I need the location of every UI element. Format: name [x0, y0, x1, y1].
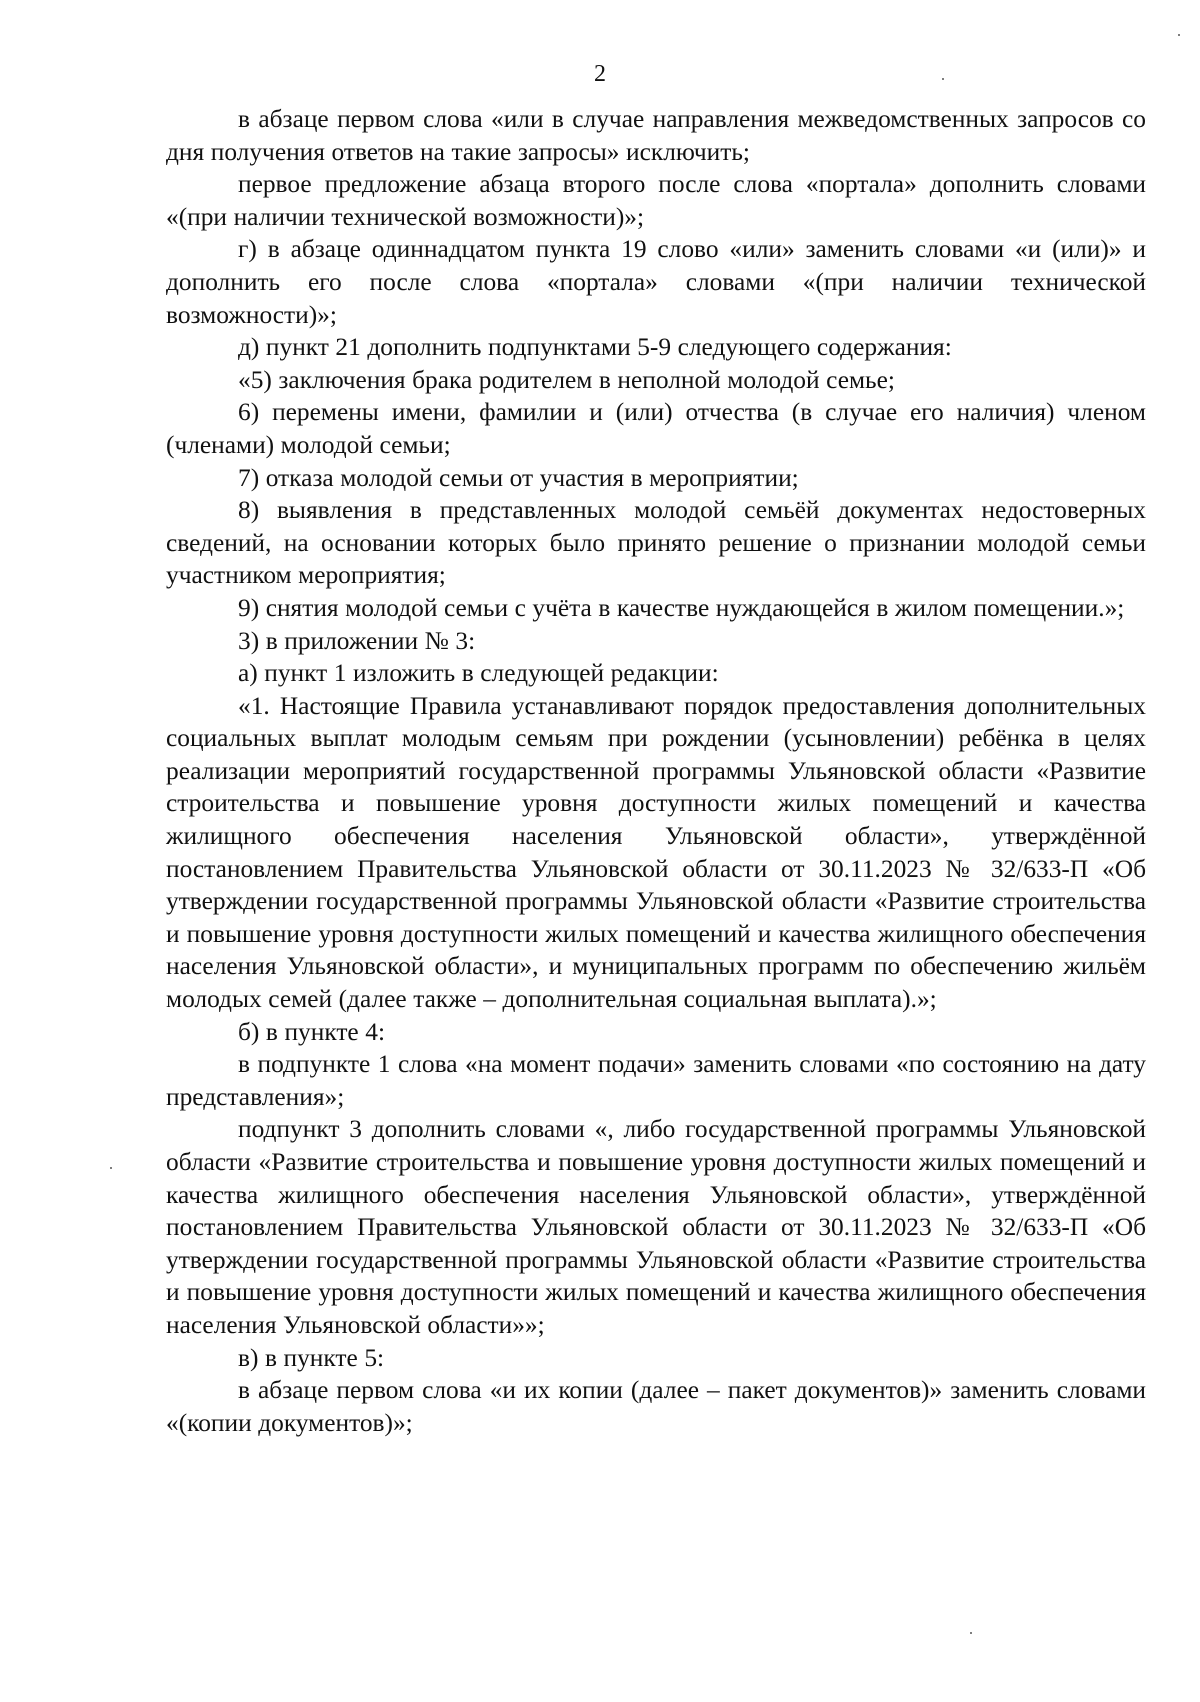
scan-speck	[110, 1167, 112, 1169]
paragraph: г) в абзаце одиннадцатом пункта 19 слово «или» заменить словами «и (или)» и дополнить его после слова «портала» словами «(при наличии технической возможности)»;	[166, 235, 1146, 329]
paragraph: в) в пункте 5:	[238, 1343, 385, 1372]
paragraph: 6) перемены имени, фамилии и (или) отчества (в случае его наличия) членом (членами) молодой семьи;	[166, 398, 1146, 459]
scan-speck	[1178, 34, 1180, 36]
paragraph: в подпункте 1 слова «на момент подачи» заменить словами «по состоянию на дату представления»;	[166, 1050, 1146, 1111]
paragraph: 7) отказа молодой семьи от участия в мероприятии;	[238, 463, 799, 492]
paragraph: б) в пункте 4:	[238, 1017, 385, 1046]
scan-speck	[970, 1632, 972, 1634]
page-number: 2	[594, 61, 606, 87]
paragraph: подпункт 3 дополнить словами «, либо государственной программы Ульяновской области «Развитие строительства и повышение уровня доступности жилых помещений и качества жилищного обеспечения населения Ульяновской области», утверждённой постановлением Правительства Ульяновской области от 30.11.2023 № 32/633-П «Об утверждении государственной программы Ульяновской области «Развитие строительства и повышение уровня доступности жилых помещений и качества жилищного обеспечения населения Ульяновской области»»;	[166, 1115, 1146, 1339]
scan-speck	[942, 78, 944, 80]
paragraph: в абзаце первом слова «или в случае направления межведомственных запросов со дня получения ответов на такие запросы» исключить;	[166, 105, 1146, 166]
paragraph: 9) снятия молодой семьи с учёта в качестве нуждающейся в жилом помещении.»;	[238, 593, 1125, 622]
paragraph: 8) выявления в представленных молодой семьёй документах недостоверных сведений, на основании которых было принято решение о признании молодой семьи участником мероприятия;	[166, 496, 1146, 590]
paragraph: «1. Настоящие Правила устанавливают порядок предоставления дополнительных социальных выплат молодым семьям при рождении (усыновлении) ребёнка в целях реализации мероприятий государственной программы Ульяновской области «Развитие строительства и повышение уровня доступности жилых помещений и качества жилищного обеспечения населения Ульяновской области», утверждённой постановлением Правительства Ульяновской области от 30.11.2023 № 32/633-П «Об утверждении государственной программы Ульяновской области «Развитие строительства и повышение уровня доступности жилых помещений и качества жилищного обеспечения населения Ульяновской области», и муниципальных программ по обеспечению жильём молодых семей (далее также – дополнительная социальная выплата).»;	[166, 691, 1146, 1014]
paragraph: «5) заключения брака родителем в неполной молодой семье;	[238, 365, 895, 394]
paragraph: а) пункт 1 изложить в следующей редакции:	[238, 659, 719, 688]
paragraph: 3) в приложении № 3:	[238, 626, 476, 655]
paragraph: д) пункт 21 дополнить подпунктами 5-9 следующего содержания:	[238, 333, 952, 362]
document-body	[166, 103, 1146, 1439]
paragraph: первое предложение абзаца второго после слова «портала» дополнить словами «(при наличии технической возможности)»;	[166, 170, 1146, 231]
paragraph: в абзаце первом слова «и их копии (далее – пакет документов)» заменить словами «(копии документов)»;	[166, 1376, 1146, 1437]
